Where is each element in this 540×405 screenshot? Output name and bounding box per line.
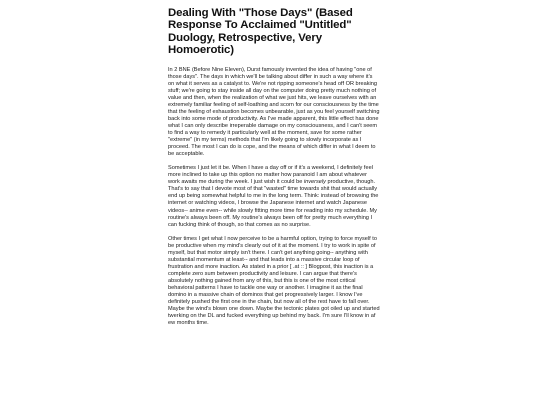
paragraph-text: In 2 BNE (Before Nine Eleven), Durst famously invented the idea of having "one of those days". The days in which we'll be talking about differ in such a way where it's on what it serves as a catalyst to. We're not ripping someone's head off OR breaking stuff; we're going to stay inside all day on the computer doing pretty much nothing of value and then, when the realization of what we just hits, we leave ourselves with an extremely familiar feeling of self-loathing and scorn for our consciousness by the time that the feeling of exhaustion becomes unbearable, just as you feel yourself switching back into some mode of productivity. As I've made apparent, this little effect has done what I can only describe irreperable damage on my consciousness, and I can't seem to find a way to remedy it particularly well at the moment, save for some rather "extreme" (in my terms) methods that I'm likely going to slowly incorporate as I proceed. The most I can do is cope, and the means of which differ in what I deem to be acceptable.: [168, 66, 380, 158]
paragraph-text: Other times I get what I now perceive to be a harmful option, trying to force myself to be productive when my mind's clearly out of it at the moment. I try to work in spite of myself, but that motor simply isn't there. I can't get anything going-- anything with substantial momentum at least-- and that leads into a massive circular loop of frustration and more inaction. As stated in a prior [ .at :: ] Blogpost, this inaction is a complete zero sum between productivity and leisure. I can argue that there's absolutely nothing gained from any of this, but this is one of the most critical behavioral patterns I have to tackle one way or another. I imagine it as the final domino in a massive chain of dominos that get progressively larger. I know I've definitely pushed the first one in the chain, but now all of the rest have to fall over. Maybe the wind's blown one down. Maybe the tectonic plates got oiled up and started twerking on the DL and fucked everything up behind my back. I'm sure I'll know in af ew months time.: [168, 235, 380, 327]
post-paragraph: [168, 165, 380, 228]
post-body: [168, 67, 380, 328]
post-paragraph: [168, 67, 380, 159]
paragraph-text: productive, though. That's to say that I devote most of that "wasted" time towards shit that would actually end up being somewhat helpful to me in the long term. Think: instead of browsing the internet or watching videos, I browse the Japanese internet and watch Japanese videos-- anime even-- while slowly fitting more time for reading into my schedule. My routine's always been off. My routine's always been off for pretty much everything I can fucking think of though, so that comes as no surprise.: [168, 179, 379, 228]
paragraph-text: Sometimes I just let it be. When I have a day off or if it's a weekend, I definitely feel more inclined to take up this option no matter how paranoid I am about whatever work awaits me during the week. I just wish it could be: [168, 165, 373, 186]
blog-post: [168, 7, 380, 334]
post-title: Dealing With "Those Days" (Based Response To Acclaimed "Untitled" Duology, Retrospective, Very Homoerotic): [168, 7, 353, 57]
post-paragraph: [168, 236, 380, 328]
emphasized-text: inversely: [303, 179, 326, 186]
